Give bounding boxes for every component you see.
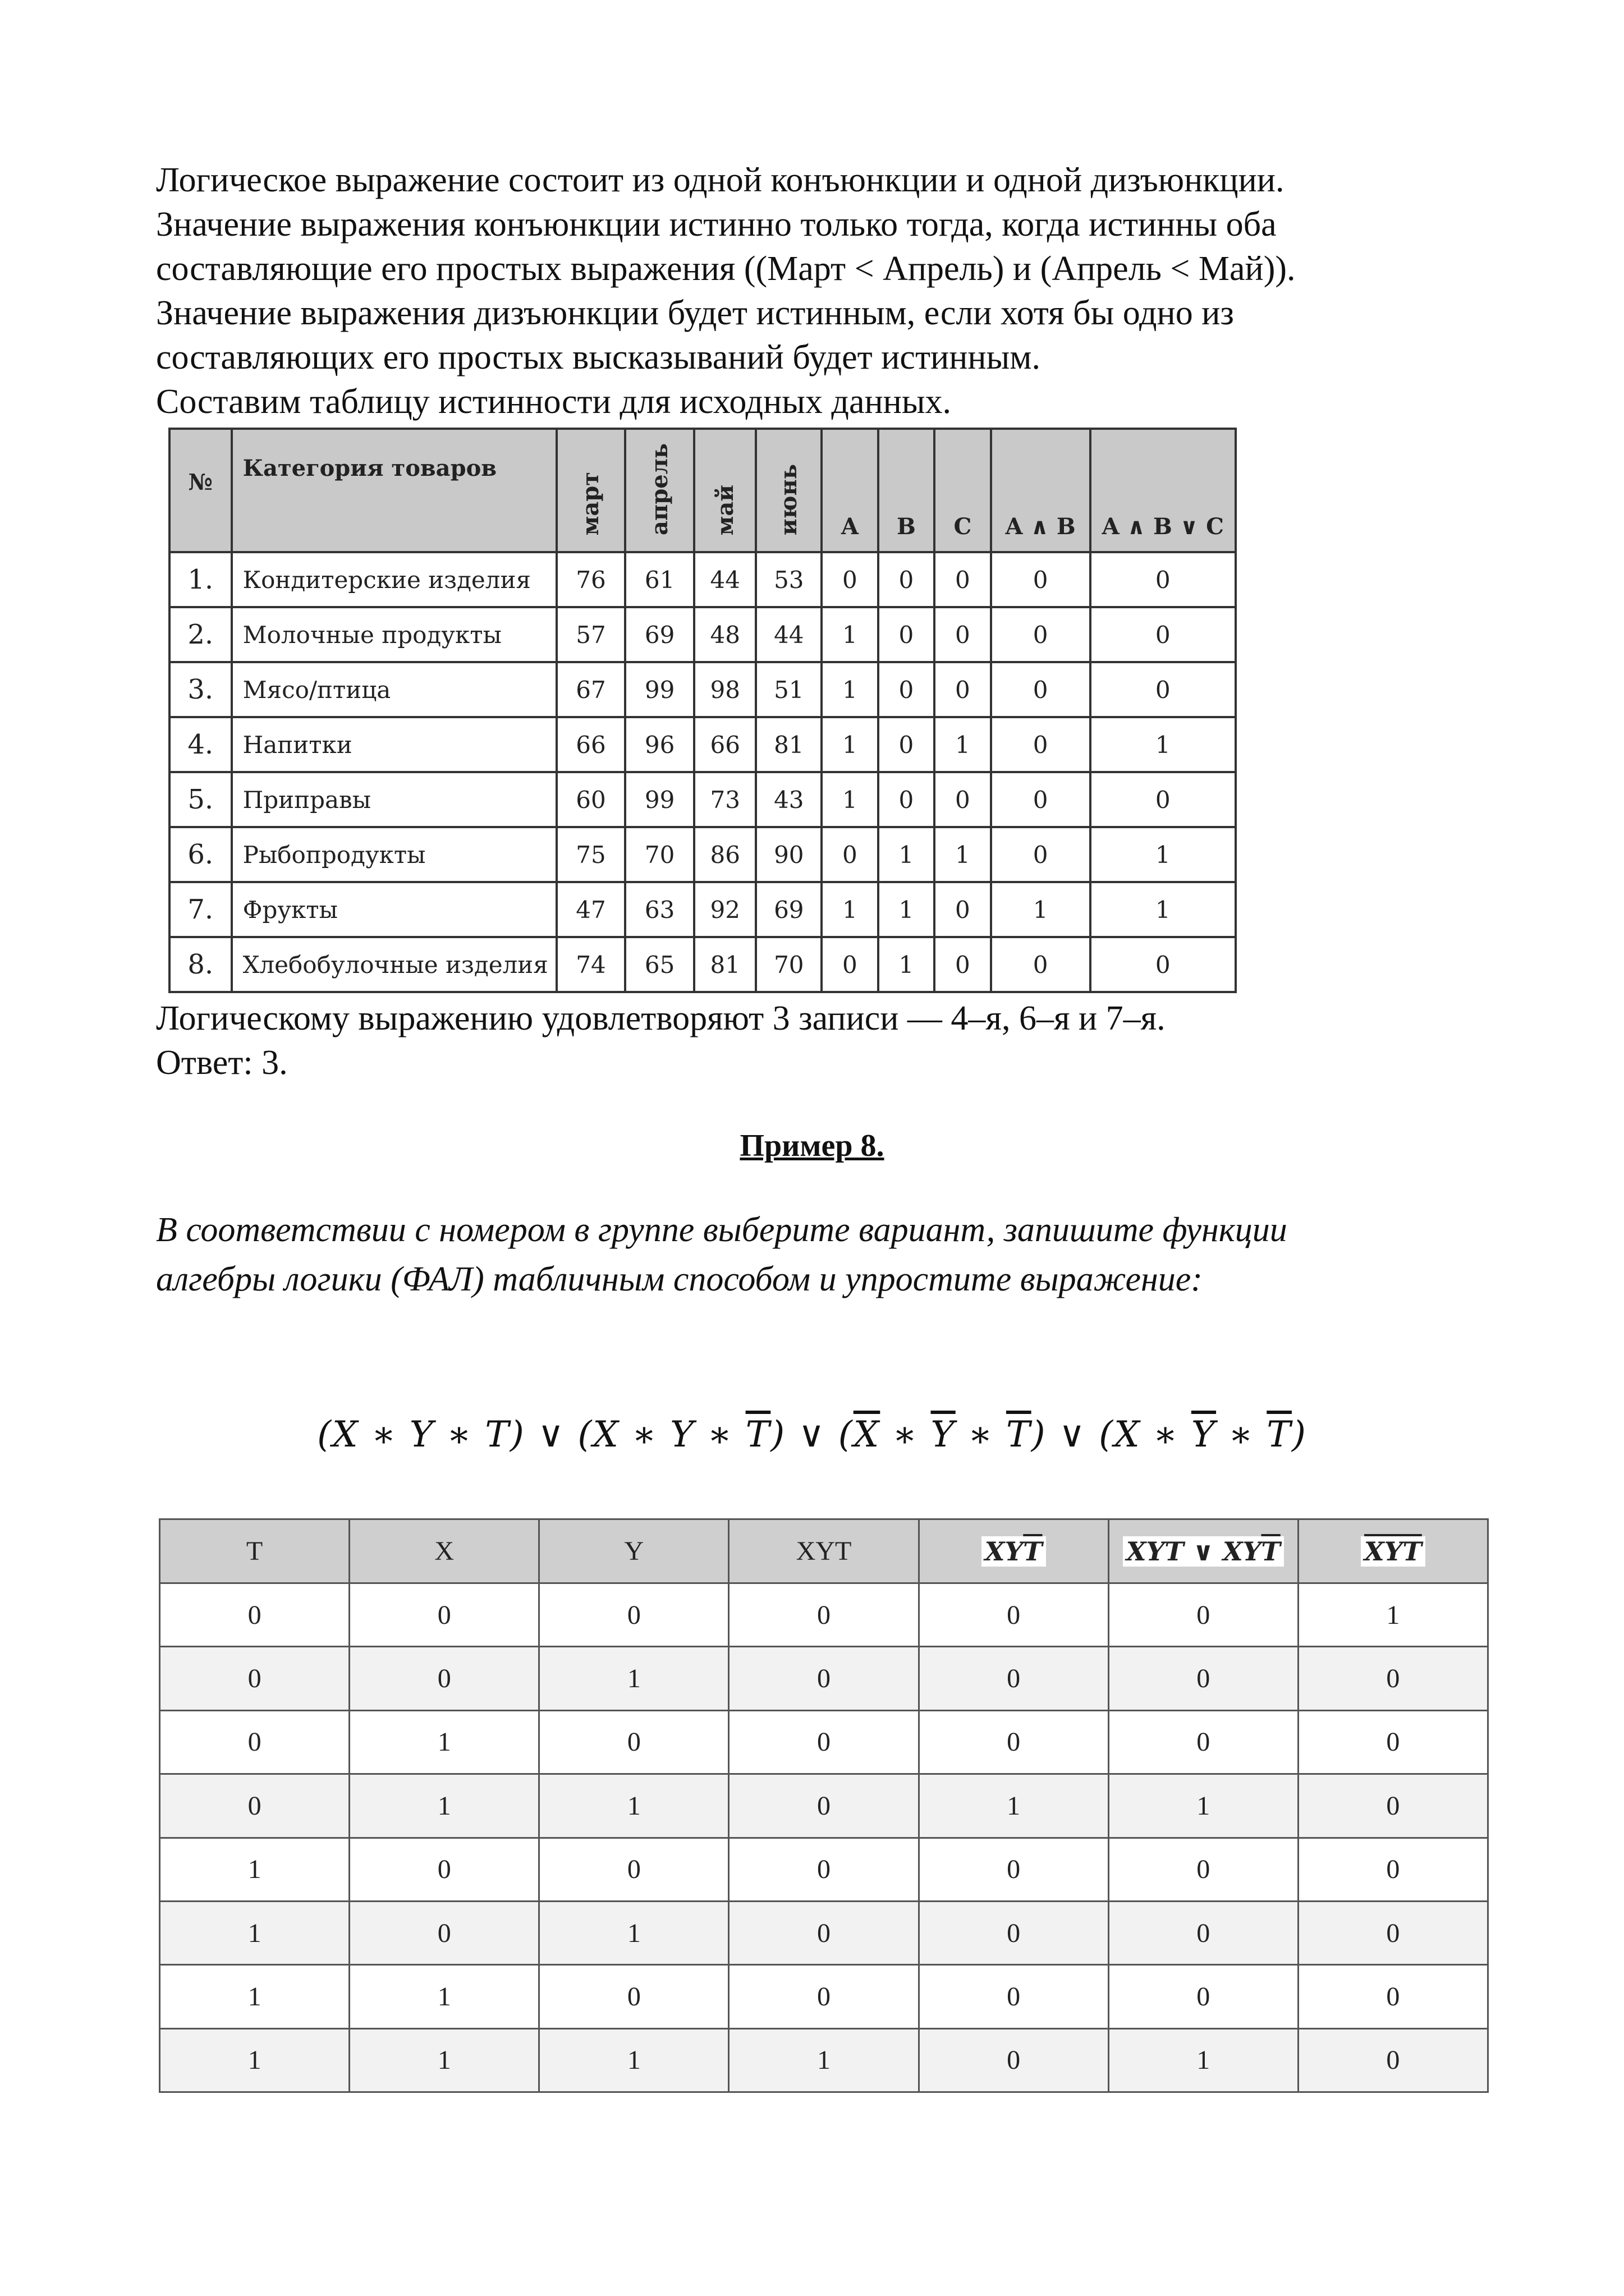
column-header: июнь (756, 429, 822, 552)
table-cell: 0 (1298, 1647, 1488, 1710)
column-header: Y (539, 1519, 729, 1583)
table-cell: 1 (160, 1838, 350, 1901)
table-cell: 1 (991, 882, 1090, 937)
table-cell: 0 (729, 1647, 919, 1710)
header-not-xyt: $\overline{XYT}$ (1361, 1536, 1425, 1567)
table-cell: 0 (878, 607, 935, 662)
table-cell: 0 (822, 937, 878, 992)
table-cell: 60 (557, 772, 626, 827)
intro-line: Логическое выражение состоит из одной конъюнкции и одной дизъюнкции. (156, 161, 1284, 199)
table-row (169, 552, 1236, 607)
intro-paragraph (156, 158, 1492, 424)
table-cell: 43 (756, 772, 822, 827)
table-cell: 0 (991, 717, 1090, 772)
category-cell: Фрукты (232, 882, 557, 937)
table-cell: 86 (694, 827, 756, 882)
table-cell: 0 (539, 1965, 729, 2028)
table-cell: 0 (729, 1710, 919, 1774)
table-cell: 1 (539, 1647, 729, 1710)
table-cell: 0 (350, 1838, 539, 1901)
table-cell: 0 (1108, 1901, 1298, 1964)
table-cell: 0 (1108, 1710, 1298, 1774)
table-cell: 0 (991, 552, 1090, 607)
header-xy-not-t: $XY\overline{T}$ (981, 1536, 1046, 1567)
answer-line: Ответ: 3. (156, 1044, 288, 1082)
column-header (919, 1519, 1108, 1583)
column-header (1108, 1519, 1298, 1583)
table-cell: 66 (557, 717, 626, 772)
category-cell: Приправы (232, 772, 557, 827)
table-cell: 0 (934, 607, 991, 662)
table-cell: 0 (1298, 1838, 1488, 1901)
table-cell: 5. (169, 772, 232, 827)
table-cell: 99 (625, 772, 694, 827)
table-cell: 0 (1298, 1901, 1488, 1964)
table-cell: 81 (756, 717, 822, 772)
logic-function-table (159, 1518, 1489, 2093)
table-cell: 0 (729, 1965, 919, 2028)
table-cell: 0 (1090, 937, 1236, 992)
table-row (169, 827, 1236, 882)
table-cell: 1 (729, 2028, 919, 2092)
column-header: A ∧ B (991, 429, 1090, 552)
table-row (160, 1901, 1488, 1964)
table-cell: 0 (934, 552, 991, 607)
table-cell: 0 (1298, 1965, 1488, 2028)
table-cell: 0 (991, 662, 1090, 717)
table-cell: 0 (1298, 2028, 1488, 2092)
category-cell: Напитки (232, 717, 557, 772)
table-cell: 0 (160, 1583, 350, 1647)
table-cell: 0 (1298, 1710, 1488, 1774)
table-cell: 1 (822, 662, 878, 717)
table-cell: 0 (350, 1583, 539, 1647)
result-line: Логическому выражению удовлетворяют 3 записи — 4–я, 6–я и 7–я. (156, 999, 1166, 1037)
table-cell: 0 (991, 827, 1090, 882)
table-cell: 0 (991, 607, 1090, 662)
table-cell: 0 (878, 772, 935, 827)
table-cell: 0 (1108, 1838, 1298, 1901)
table-cell: 0 (991, 772, 1090, 827)
table-cell: 96 (625, 717, 694, 772)
intro-line: составляющих его простых высказываний будет истинным. (156, 338, 1040, 376)
column-header: A ∧ B ∨ C (1090, 429, 1236, 552)
table-cell: 0 (1108, 1965, 1298, 2028)
table-row (169, 772, 1236, 827)
column-header: № (169, 429, 232, 552)
table-cell: 1 (350, 2028, 539, 2092)
table-cell: 0 (991, 937, 1090, 992)
task-line: алгебры логики (ФАЛ) табличным способом и упростите выражение: (156, 1260, 1203, 1298)
table-cell: 0 (160, 1774, 350, 1838)
table-cell: 0 (919, 1583, 1108, 1647)
column-header: C (934, 429, 991, 552)
table-cell: 0 (822, 827, 878, 882)
column-header: B (878, 429, 935, 552)
table-cell: 3. (169, 662, 232, 717)
table-row (160, 1774, 1488, 1838)
table-cell: 0 (1108, 1647, 1298, 1710)
example-title: Пример 8. (740, 1128, 884, 1163)
table-cell: 70 (756, 937, 822, 992)
task-line: В соответствии с номером в группе выберите вариант, запишите функции (156, 1211, 1287, 1249)
table-cell: 53 (756, 552, 822, 607)
category-cell: Кондитерские изделия (232, 552, 557, 607)
table-cell: 1 (350, 1774, 539, 1838)
table-cell: 1 (822, 717, 878, 772)
table-cell: 0 (729, 1901, 919, 1964)
table-row (169, 882, 1236, 937)
table-cell: 0 (822, 552, 878, 607)
table-cell: 0 (878, 552, 935, 607)
table-cell: 1 (160, 1901, 350, 1964)
table-cell: 1. (169, 552, 232, 607)
category-cell: Молочные продукты (232, 607, 557, 662)
table-row (169, 717, 1236, 772)
table-cell: 90 (756, 827, 822, 882)
table-cell: 81 (694, 937, 756, 992)
column-header: апрель (625, 429, 694, 552)
table-cell: 0 (919, 1710, 1108, 1774)
column-header: X (350, 1519, 539, 1583)
table-cell: 76 (557, 552, 626, 607)
table-cell: 65 (625, 937, 694, 992)
column-header: март (557, 429, 626, 552)
table-cell: 7. (169, 882, 232, 937)
table-cell: 1 (878, 882, 935, 937)
table-row (169, 662, 1236, 717)
category-cell: Мясо/птица (232, 662, 557, 717)
table-cell: 0 (878, 662, 935, 717)
table-cell: 92 (694, 882, 756, 937)
table-cell: 67 (557, 662, 626, 717)
table-cell: 0 (729, 1583, 919, 1647)
table-header-row (169, 429, 1236, 552)
table-cell: 98 (694, 662, 756, 717)
table-cell: 0 (350, 1647, 539, 1710)
table-row (160, 1583, 1488, 1647)
table-cell: 0 (539, 1838, 729, 1901)
table-cell: 75 (557, 827, 626, 882)
table-cell: 0 (878, 717, 935, 772)
table-cell: 1 (539, 1901, 729, 1964)
table-cell: 69 (756, 882, 822, 937)
table-cell: 1 (822, 772, 878, 827)
table-cell: 57 (557, 607, 626, 662)
table-cell: 8. (169, 937, 232, 992)
table-cell: 0 (539, 1583, 729, 1647)
table-cell: 2. (169, 607, 232, 662)
table-cell: 1 (822, 607, 878, 662)
table-cell: 0 (934, 882, 991, 937)
table-cell: 0 (350, 1901, 539, 1964)
table-cell: 1 (822, 882, 878, 937)
table-row (160, 1838, 1488, 1901)
header-disjunction: XYT ∨ $XY\overline{T}$ (1123, 1536, 1284, 1567)
table-row (169, 607, 1236, 662)
table-cell: 0 (919, 1965, 1108, 2028)
table-cell: 1 (919, 1774, 1108, 1838)
table-cell: 0 (934, 937, 991, 992)
result-text (156, 997, 1166, 1085)
table-cell: 0 (1090, 772, 1236, 827)
table-cell: 1 (1090, 827, 1236, 882)
table-cell: 63 (625, 882, 694, 937)
table-cell: 1 (160, 1965, 350, 2028)
table-cell: 0 (160, 1647, 350, 1710)
table-row (160, 1965, 1488, 2028)
task-text (156, 1205, 1492, 1304)
table-cell: 44 (756, 607, 822, 662)
table-cell: 0 (934, 772, 991, 827)
table-cell: 1 (1108, 2028, 1298, 2092)
table-cell: 1 (878, 827, 935, 882)
table-cell: 61 (625, 552, 694, 607)
table-cell: 0 (1090, 662, 1236, 717)
column-header: XYT (729, 1519, 919, 1583)
table-cell: 1 (160, 2028, 350, 2092)
table-cell: 0 (1090, 607, 1236, 662)
intro-line: составляющие его простых выражения ((Март < Апрель) и (Апрель < Май)). (156, 250, 1296, 288)
table-cell: 0 (919, 1647, 1108, 1710)
table-cell: 1 (934, 717, 991, 772)
intro-line: Значение выражения дизъюнкции будет истинным, если хотя бы одно из (156, 294, 1234, 332)
table-cell: 47 (557, 882, 626, 937)
table-cell: 1 (1090, 717, 1236, 772)
column-header (1298, 1519, 1488, 1583)
table-row (169, 937, 1236, 992)
logic-formula: (X ∗ Y ∗ T) ∨ (X ∗ Y ∗ $\overline{T}$) ∨ ($\overline{X}$ ∗ $\overline{Y}$ ∗ $\overline{T}$) ∨ (X ∗ $\overline{Y}$ ∗ $\overline{T}$) (317, 1414, 1307, 1455)
table-row (160, 1710, 1488, 1774)
table-cell: 74 (557, 937, 626, 992)
intro-line: Значение выражения конъюнкции истинно только тогда, когда истинны оба (156, 205, 1277, 244)
table-cell: 0 (160, 1710, 350, 1774)
table-cell: 1 (1108, 1774, 1298, 1838)
table-header-row (160, 1519, 1488, 1583)
table-cell: 0 (919, 2028, 1108, 2092)
sales-truth-table (168, 428, 1237, 993)
intro-line: Составим таблицу истинности для исходных данных. (156, 383, 952, 421)
column-header: T (160, 1519, 350, 1583)
column-header: Категория товаров (232, 429, 557, 552)
table-cell: 73 (694, 772, 756, 827)
table-cell: 0 (919, 1901, 1108, 1964)
table-row (160, 2028, 1488, 2092)
table-cell: 1 (350, 1965, 539, 2028)
table-row (160, 1647, 1488, 1710)
table-cell: 0 (1108, 1583, 1298, 1647)
table-cell: 99 (625, 662, 694, 717)
table-cell: 0 (934, 662, 991, 717)
table-cell: 66 (694, 717, 756, 772)
table-cell: 1 (539, 2028, 729, 2092)
table-cell: 70 (625, 827, 694, 882)
table-cell: 0 (919, 1838, 1108, 1901)
table-cell: 1 (1298, 1583, 1488, 1647)
table-cell: 0 (539, 1710, 729, 1774)
table-cell: 1 (934, 827, 991, 882)
table-cell: 1 (539, 1774, 729, 1838)
category-cell: Рыбопродукты (232, 827, 557, 882)
table-cell: 69 (625, 607, 694, 662)
table-cell: 48 (694, 607, 756, 662)
table-cell: 0 (1090, 552, 1236, 607)
category-cell: Хлебобулочные изделия (232, 937, 557, 992)
column-header: A (822, 429, 878, 552)
table-cell: 0 (729, 1838, 919, 1901)
table-cell: 44 (694, 552, 756, 607)
table-cell: 1 (878, 937, 935, 992)
table-cell: 0 (1298, 1774, 1488, 1838)
table-cell: 0 (729, 1774, 919, 1838)
table-cell: 6. (169, 827, 232, 882)
table-cell: 51 (756, 662, 822, 717)
column-header: май (694, 429, 756, 552)
table-cell: 4. (169, 717, 232, 772)
table-cell: 1 (1090, 882, 1236, 937)
table-cell: 1 (350, 1710, 539, 1774)
